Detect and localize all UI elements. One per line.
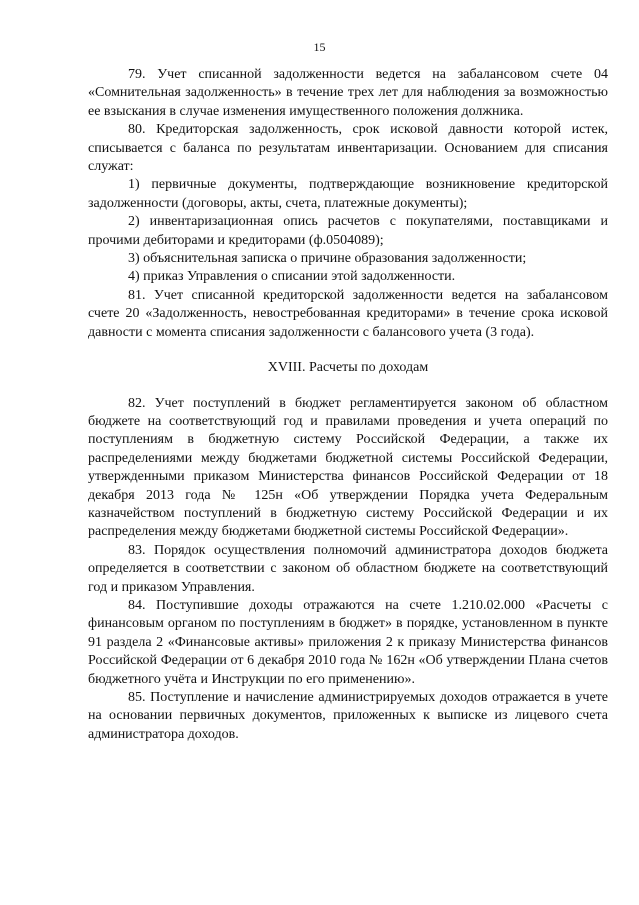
- document-body: [88, 66, 608, 744]
- paragraph-79: 79. Учет списанной задолженности ведется на забалансовом счете 04 «Сомнительная задолженность» в течение трех лет для наблюдения за возможностью ее взыскания в случае изменения имущественного положения должника.: [88, 67, 608, 119]
- paragraph-84: 84. Поступившие доходы отражаются на счете 1.210.02.000 «Расчеты с финансовым органом по поступлениям в бюджет» в порядке, установленном в пункте 91 раздела 2 «Финансовые активы» приложения 2 к приказу Министерства финансов Российской Федерации от 6 декабря 2010 года № 162н «Об утверждении Плана счетов бюджетного учёта и Инструкции по его применению».: [88, 597, 608, 687]
- paragraph-80: 80. Кредиторская задолженность, срок исковой давности которой истек, списывается с баланса по результатам инвентаризации. Основанием для списания служат:: [88, 122, 608, 175]
- page-number: 15: [313, 40, 326, 54]
- paragraph-85: 85. Поступление и начисление администрируемых доходов отражается в учете на основании первичных документов, приложенных к выписке из лицевого счета администратора доходов.: [88, 690, 608, 742]
- list-item-4: 4) приказ Управления о списании этой задолженности.: [128, 269, 456, 285]
- list-item-2: 2) инвентаризационная опись расчетов с покупателями, поставщиками и прочими дебиторами и кредиторами (ф.0504089);: [88, 214, 608, 248]
- paragraph-82: 82. Учет поступлений в бюджет регламентируется законом об областном бюджете на соответствующий год и правилами проведения и учета операций по поступлениям в бюджетную систему Российской Федерации, а также их распределениями между бюджетами бюджетной системы Российской Федерации, утвержденными приказом Министерства финансов Российской Федерации от 18 декабря 2013 года № 125н «Об утверждении Порядка учета Федеральным казначейством поступлений в бюджетную систему Российской Федерации и их распределения между бюджетами бюджетной системы Российской Федерации».: [88, 395, 608, 540]
- list-item-1: 1) первичные документы, подтверждающие возникновение кредиторской задолженности (договоры, акты, счета, платежные документы);: [88, 177, 608, 211]
- paragraph-83: 83. Порядок осуществления полномочий администратора доходов бюджета определяется в соответствии с законом об областном бюджете на соответствующий год и приказом Управления.: [88, 542, 608, 595]
- list-item-3: 3) объяснительная записка о причине образования задолженности;: [128, 251, 527, 267]
- section-heading: XVIII. Расчеты по доходам: [267, 360, 429, 376]
- paragraph-81: 81. Учет списанной кредиторской задолженности ведется на забалансовом счете 20 «Задолженность, невостребованная кредиторами» в течение срока исковой давности с момента списания задолженности с балансового учета (3 года).: [88, 287, 608, 340]
